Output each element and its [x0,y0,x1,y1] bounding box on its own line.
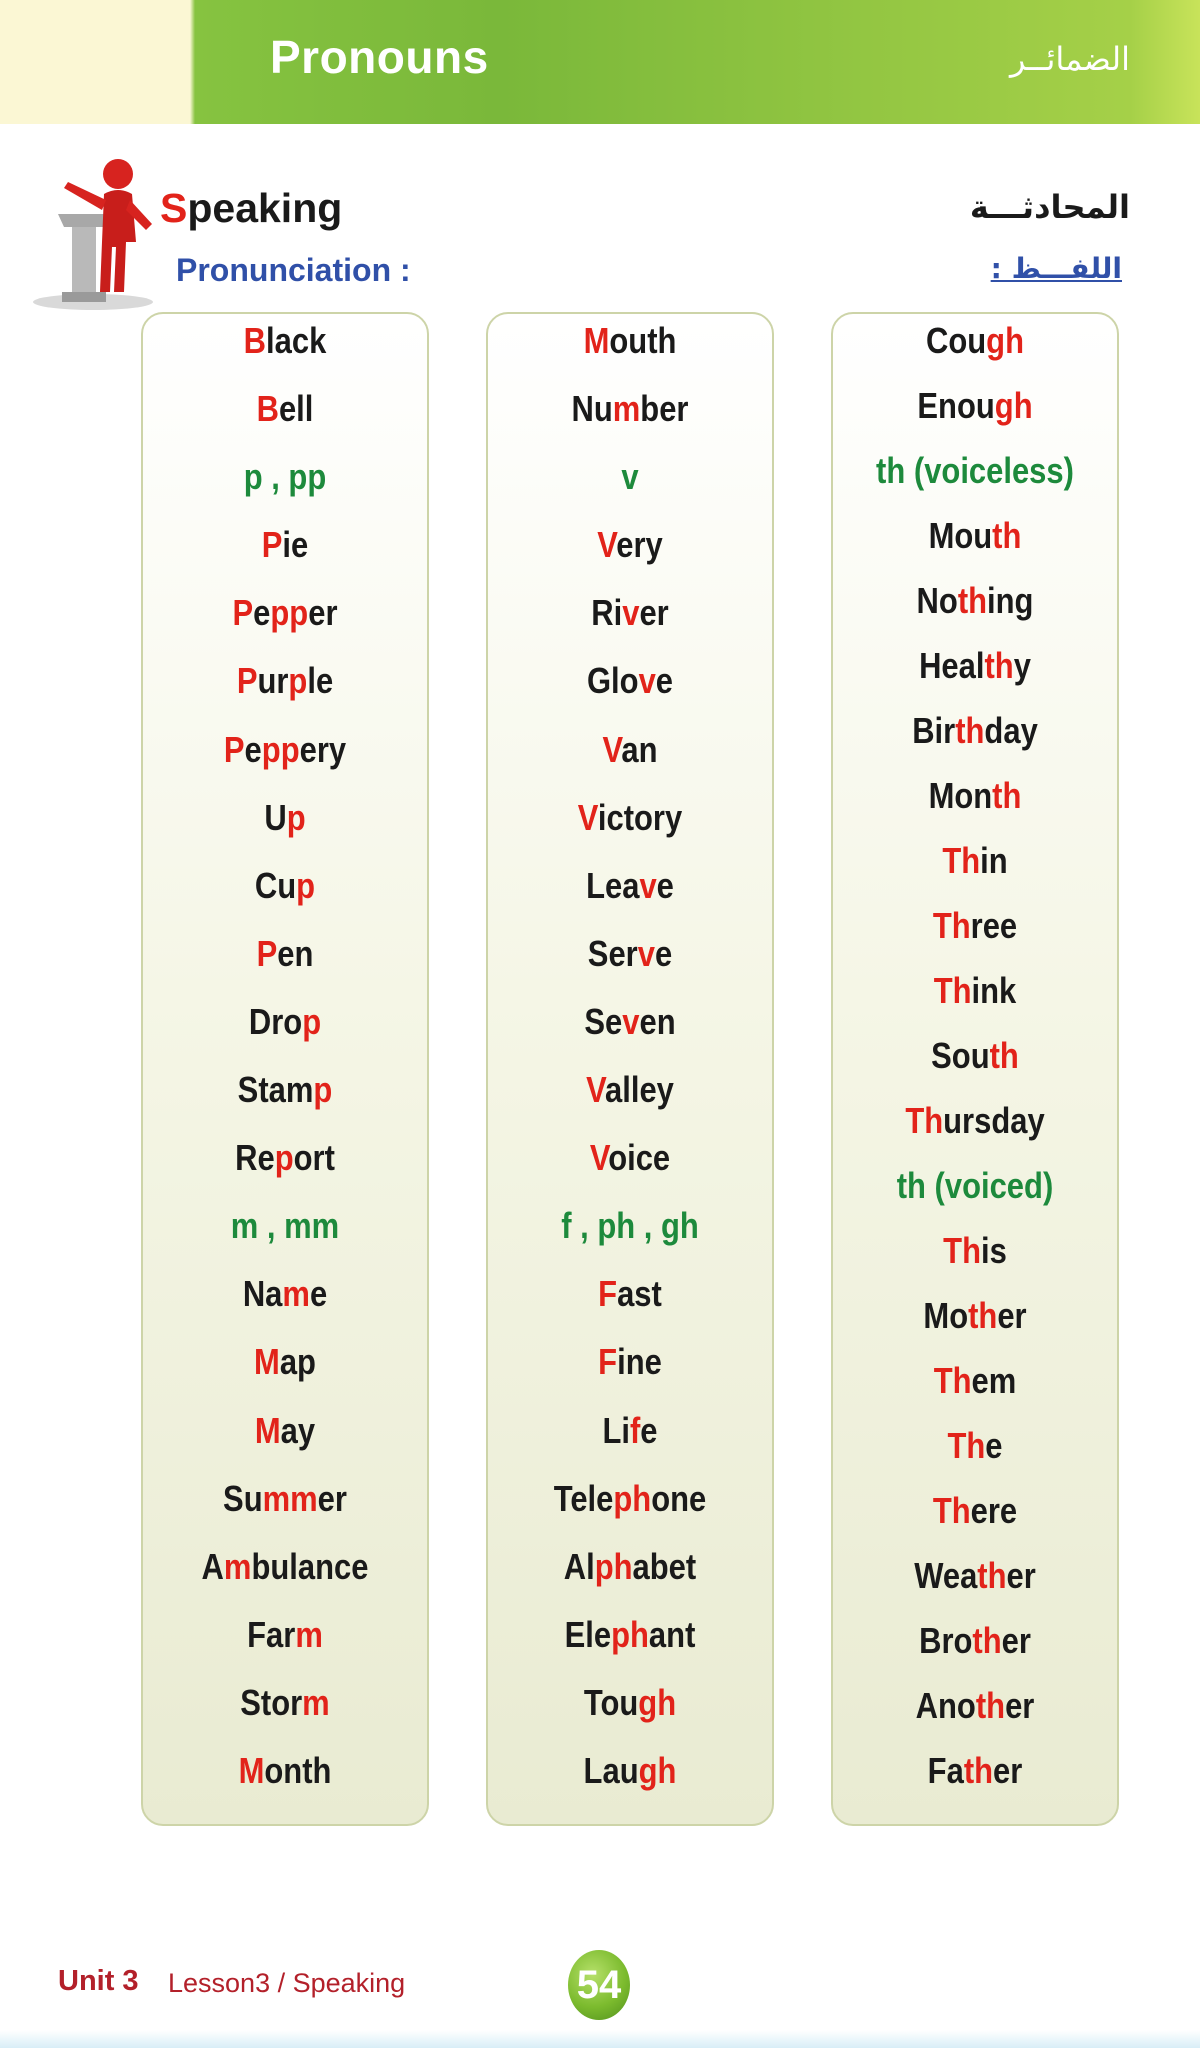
word-letters: abet [632,1545,697,1587]
word-letters: outh [609,320,677,361]
word-item [853,1620,1097,1662]
word-letters: ell [278,388,314,430]
word-item [508,865,752,907]
word-item [163,388,407,430]
word-item [163,1069,407,1111]
word-item [508,933,752,975]
word-item [508,1682,752,1724]
word-letters: Sou [931,1035,990,1076]
sound-category-label: v [621,456,639,498]
highlighted-letters: ph [594,1545,633,1587]
word-letters: ictory [597,796,683,838]
word-item [163,524,407,566]
word-letters: Lau [583,1750,639,1791]
word-letters: ant [648,1613,696,1655]
highlighted-letters: Th [905,1100,944,1141]
word-letters: day [984,710,1038,751]
word-letters: ing [987,580,1034,621]
sound-category-label: p , pp [243,456,327,498]
word-letters: e [640,1409,658,1451]
word-letters: Ele [564,1613,612,1655]
word-letters: y [1013,645,1031,686]
highlighted-letters: gh [638,1750,677,1791]
word-letters: lack [266,320,327,361]
footer-unit: Unit 3 [58,1965,139,1997]
highlighted-letters: th [977,1555,1007,1596]
word-item [853,905,1097,947]
word-item [163,1546,407,1588]
highlighted-letters: v [637,932,655,974]
word-letters: an [621,728,658,770]
section-title [160,185,342,232]
word-letters: ur [257,660,289,702]
word-letters: er [1006,1555,1036,1596]
word-item [163,320,407,362]
speaker-at-podium-icon [28,152,158,312]
highlighted-letters: m [223,1545,252,1587]
highlighted-letters: Th [947,1425,986,1466]
word-letters: No [916,580,958,621]
word-letters: Al [563,1545,595,1587]
highlighted-letters: th [957,580,988,621]
word-letters: Enou [917,385,995,426]
highlighted-letters: f [629,1409,641,1451]
word-item [853,1555,1097,1597]
word-letters: ere [970,1490,1018,1531]
word-item [508,1341,752,1383]
highlighted-letters: V [597,524,617,566]
highlighted-letters: Th [932,905,971,946]
highlighted-letters: B [243,320,267,361]
highlighted-letters: gh [994,385,1033,426]
highlighted-letters: M [254,1341,280,1383]
word-item [163,1614,407,1656]
highlighted-letters: m [302,1681,330,1723]
word-letters: Tou [583,1681,639,1723]
highlighted-letters: ph [613,1477,652,1519]
highlighted-letters: P [232,592,254,634]
word-letters: e [244,728,262,770]
word-letters: onth [264,1750,332,1791]
word-item [163,592,407,634]
highlighted-letters: p [274,1137,294,1179]
word-letters: er [639,592,669,634]
word-letters: ree [970,905,1018,946]
word-letters: Ser [587,932,638,974]
word-item [508,1750,752,1792]
word-item [853,1425,1097,1467]
word-item [508,660,752,702]
highlighted-letters: pp [270,592,309,634]
word-letters: ery [616,524,663,566]
word-letters: Lea [586,864,640,906]
word-item [508,1001,752,1043]
highlighted-letters: v [638,660,656,702]
word-column-3 [831,312,1119,1826]
highlighted-letters: M [238,1750,265,1791]
word-letters: Ano [915,1685,976,1726]
highlighted-letters: pp [261,728,300,770]
word-letters: ast [617,1273,662,1315]
word-item [508,797,752,839]
word-letters: ursday [943,1100,1045,1141]
sound-category-label: th (voiced) [896,1165,1054,1206]
highlighted-letters: p [288,660,308,702]
word-item [853,1100,1097,1142]
word-letters: Cu [254,864,297,906]
word-letters: Tele [553,1477,614,1519]
pronunciation-label-arabic: اللفـــظ : [990,252,1122,285]
word-item [508,1410,752,1452]
section-title-rest: peaking [187,185,343,231]
page-number-badge [568,1950,630,2020]
word-letters: Wea [914,1555,978,1596]
highlighted-letters: th [992,515,1022,556]
word-letters: Mou [928,515,993,556]
highlighted-letters: p [296,864,316,906]
word-letters: A [201,1545,224,1587]
word-item [853,580,1097,622]
word-letters: bulance [251,1545,369,1587]
word-item [853,775,1097,817]
word-item [853,1750,1097,1792]
highlighted-letters: v [622,592,640,634]
word-letters: Heal [919,645,985,686]
word-letters: le [307,660,334,702]
highlighted-letters: th [968,1295,998,1336]
highlighted-letters: m [295,1613,323,1655]
word-item [508,388,752,430]
highlighted-letters: Th [933,970,972,1011]
word-letters: Far [247,1613,296,1655]
word-item [163,1273,407,1315]
word-letters: ber [640,388,689,430]
word-letters: Cou [925,320,987,361]
highlighted-letters: m [282,1273,310,1315]
word-letters: e [309,1273,328,1315]
sound-category-label: th (voiceless) [876,450,1074,491]
highlighted-letters: Th [933,1360,972,1401]
word-item [508,729,752,771]
highlighted-letters: th [972,1620,1002,1661]
highlighted-letters: M [254,1409,281,1451]
highlighted-letters: M [583,320,610,361]
word-item [853,1685,1097,1727]
word-item [853,1295,1097,1337]
word-item [163,1410,407,1452]
word-letters: Glo [586,660,639,702]
section-title-arabic: المحادثـــة [969,188,1130,226]
highlighted-letters: ph [611,1613,649,1655]
word-letters: one [651,1477,707,1519]
word-letters: ery [299,728,347,770]
word-item [853,515,1097,557]
highlighted-letters: v [622,1000,640,1042]
word-letters: Nu [571,388,613,430]
word-letters: Li [602,1409,630,1451]
word-item [508,1614,752,1656]
word-letters: e [655,660,674,702]
word-letters: alley [605,1069,674,1111]
word-item [163,1478,407,1520]
highlighted-letters: V [589,1137,609,1179]
word-item [163,1750,407,1792]
highlighted-letters: th [989,1035,1019,1076]
word-letters: Mo [923,1295,969,1336]
word-letters: e [654,932,673,974]
word-letters: en [277,932,314,974]
word-item [163,729,407,771]
sound-category-label: f , ph , gh [561,1205,699,1247]
word-letters: Na [242,1273,283,1315]
word-letters: er [997,1295,1027,1336]
word-letters: Ri [591,592,623,634]
word-item [163,865,407,907]
highlighted-letters: P [256,932,278,974]
highlighted-letters: V [586,1069,606,1111]
word-letters: er [317,1477,347,1519]
highlighted-letters: F [598,1273,618,1315]
word-column-2 [486,312,774,1826]
pronunciation-label: Pronunciation : [176,252,411,288]
highlighted-letters: p [302,1000,322,1042]
word-letters: Se [584,1000,623,1042]
word-letters: ink [971,970,1017,1011]
bottom-band [0,2030,1200,2048]
highlighted-letters: th [984,645,1014,686]
word-letters: ine [617,1341,662,1383]
word-item [508,524,752,566]
word-item [163,933,407,975]
word-item [853,320,1097,362]
highlighted-letters: V [602,728,622,770]
word-letters: is [980,1230,1007,1271]
word-letters: Fa [927,1750,964,1791]
page-number: 54 [576,1962,622,2007]
word-item [853,970,1097,1012]
highlighted-letters: mm [262,1477,318,1519]
sound-category-label: m , mm [230,1205,340,1247]
word-letters: e [253,592,271,634]
word-letters: Stam [237,1069,314,1111]
word-letters: Mon [928,775,993,816]
highlighted-letters: gh [638,1681,677,1723]
highlighted-letters: th [955,710,985,751]
section-title-initial: S [160,185,188,231]
word-letters: ap [279,1341,316,1383]
word-letters: e [656,864,674,906]
word-item [163,1341,407,1383]
word-item [508,320,752,362]
word-item [853,1035,1097,1077]
word-letters: en [639,1000,676,1042]
word-item [163,1682,407,1724]
word-item [853,645,1097,687]
highlighted-letters: B [256,388,279,430]
word-item [853,1490,1097,1532]
word-item [163,797,407,839]
word-letters: er [1005,1685,1035,1726]
highlighted-letters: p [313,1069,333,1111]
highlighted-letters: th [992,775,1022,816]
page-title-arabic: الضمائــر [1010,40,1130,78]
word-item [508,1478,752,1520]
word-letters: em [971,1360,1017,1401]
word-item [163,1001,407,1043]
word-item [508,1069,752,1111]
word-letters: oice [608,1137,671,1179]
word-letters: Bir [912,710,956,751]
header-band [0,0,1200,124]
highlighted-letters: Th [932,1490,971,1531]
word-letters: Dro [248,1000,303,1042]
page-title: Pronouns [270,31,489,83]
word-letters: Re [235,1137,275,1179]
word-item [508,1137,752,1179]
word-item [508,1546,752,1588]
highlighted-letters: m [612,388,641,430]
word-item [853,1360,1097,1402]
highlighted-letters: v [639,864,657,906]
word-item [853,710,1097,752]
highlighted-letters: V [577,796,598,838]
highlighted-letters: Th [942,840,981,881]
word-letters: Bro [919,1620,973,1661]
word-letters: in [980,840,1008,881]
word-item [508,592,752,634]
word-item [853,840,1097,882]
highlighted-letters: th [963,1750,994,1791]
word-column-1 [141,312,429,1826]
highlighted-letters: p [286,796,306,838]
footer-lesson: Lesson3 / Speaking [168,1968,406,1998]
word-item [853,385,1097,427]
word-item [508,1273,752,1315]
word-letters: ie [282,524,309,566]
word-item [853,1230,1097,1272]
word-letters: ay [280,1409,316,1451]
highlighted-letters: F [598,1341,618,1383]
highlighted-letters: th [975,1685,1006,1726]
word-letters: ort [293,1137,335,1179]
word-letters: Su [223,1477,263,1519]
word-letters: er [308,592,338,634]
word-item [163,660,407,702]
highlighted-letters: P [261,524,283,566]
word-letters: e [985,1425,1003,1466]
highlighted-letters: gh [986,320,1025,361]
word-item [163,1137,407,1179]
word-letters: U [264,796,287,838]
highlighted-letters: P [223,728,245,770]
highlighted-letters: P [236,660,258,702]
word-letters: er [993,1750,1023,1791]
highlighted-letters: Th [943,1230,981,1271]
word-letters: er [1001,1620,1031,1661]
word-letters: Stor [240,1681,303,1723]
